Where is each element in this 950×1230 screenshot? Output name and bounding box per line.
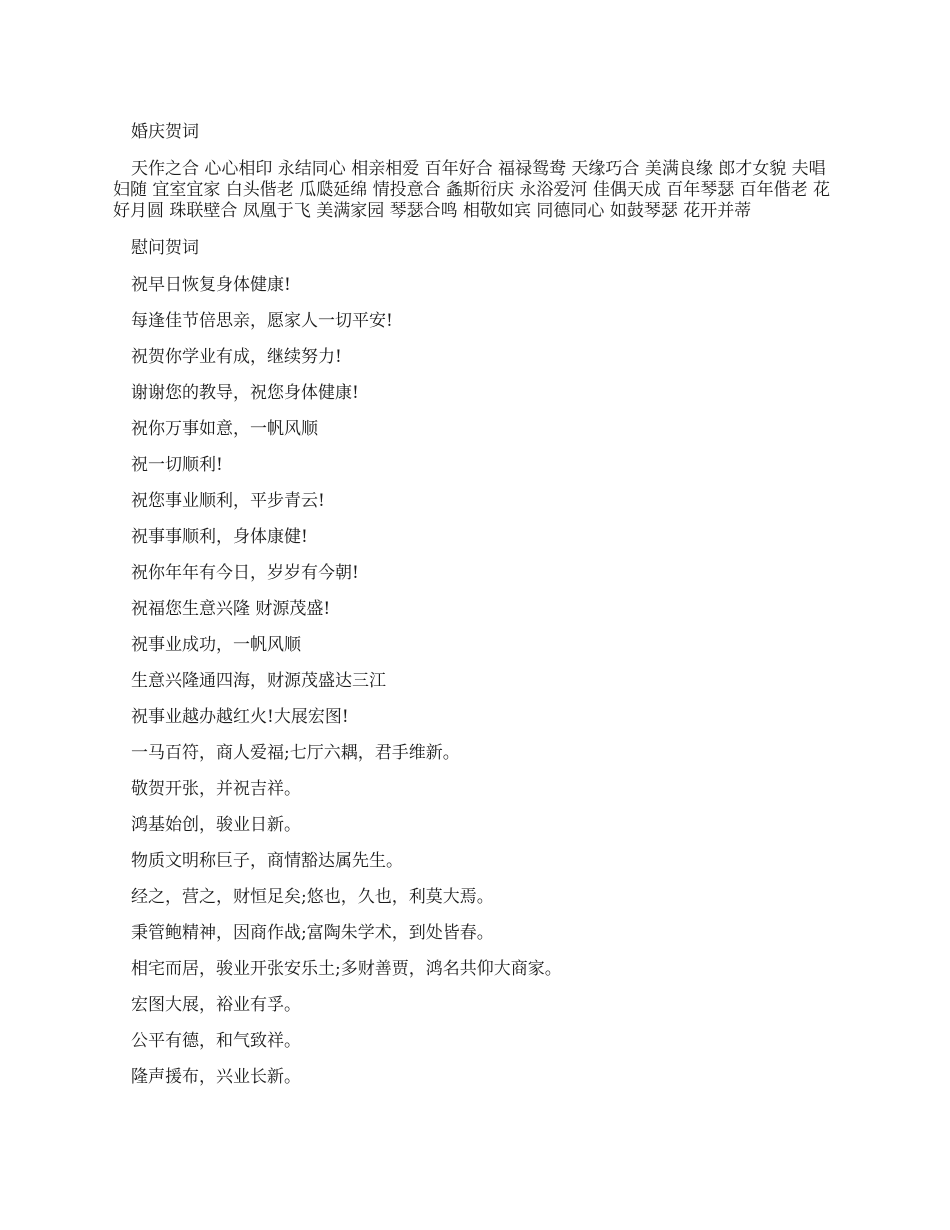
greeting-line: 生意兴隆通四海，财源茂盛达三江 <box>131 671 386 691</box>
greeting-line: 祝一切顺利! <box>131 455 223 475</box>
wedding-phrases-paragraph: 天作之合 心心相印 永结同心 相亲相爱 百年好合 福禄鸳鸯 天缘巧合 美满良缘 郎才女貌 夫唱妇随 宜室宜家 白头偕老 瓜瓞延绵 情投意合 螽斯衍庆 永浴爱河 佳偶天成 百年琴瑟 百年偕老 花好月圆 珠联壁合 凤凰于飞 美满家园 琴瑟合鸣 相敬如宾 同德同心 如鼓琴瑟 花开并蒂 <box>113 159 831 221</box>
greeting-line: 经之，营之，财恒足矣;悠也，久也，利莫大焉。 <box>131 887 494 907</box>
greeting-line: 一马百符，商人爱福;七厅六耦，君手维新。 <box>131 743 460 763</box>
greeting-line: 祝事业越办越红火!大展宏图! <box>131 707 349 727</box>
greeting-line: 谢谢您的教导，祝您身体健康! <box>131 383 359 403</box>
greeting-line: 祝你年年有今日，岁岁有今朝! <box>131 563 359 583</box>
greeting-line: 敬贺开张，并祝吉祥。 <box>131 779 301 799</box>
greeting-line: 宏图大展，裕业有孚。 <box>131 995 301 1015</box>
greeting-line: 祝早日恢复身体健康! <box>131 275 291 295</box>
greeting-line: 祝贺你学业有成，继续努力! <box>131 347 342 367</box>
document-page <box>113 122 838 1103</box>
greeting-line: 秉管鲍精神，因商作战;富陶朱学术，到处皆春。 <box>131 923 494 943</box>
greeting-line: 祝事事顺利，身体康健! <box>131 527 308 547</box>
section-heading-wedding: 婚庆贺词 <box>131 122 199 142</box>
greeting-line: 祝您事业顺利，平步青云! <box>131 491 325 511</box>
greeting-line: 鸿基始创，骏业日新。 <box>131 815 301 835</box>
greeting-line: 祝你万事如意，一帆风顺 <box>131 419 318 439</box>
greeting-line: 相宅而居，骏业开张安乐土;多财善贾，鸿名共仰大商家。 <box>131 959 562 979</box>
greeting-lines-list <box>113 275 838 1088</box>
greeting-line: 祝事业成功，一帆风顺 <box>131 635 301 655</box>
greeting-line: 公平有德，和气致祥。 <box>131 1031 301 1051</box>
greeting-line: 物质文明称巨子，商情豁达属先生。 <box>131 851 403 871</box>
greeting-line: 每逢佳节倍思亲，愿家人一切平安! <box>131 311 393 331</box>
greeting-line: 祝福您生意兴隆 财源茂盛! <box>131 599 331 619</box>
section-heading-condolence: 慰问贺词 <box>131 238 199 258</box>
greeting-line: 隆声援布，兴业长新。 <box>131 1067 301 1087</box>
